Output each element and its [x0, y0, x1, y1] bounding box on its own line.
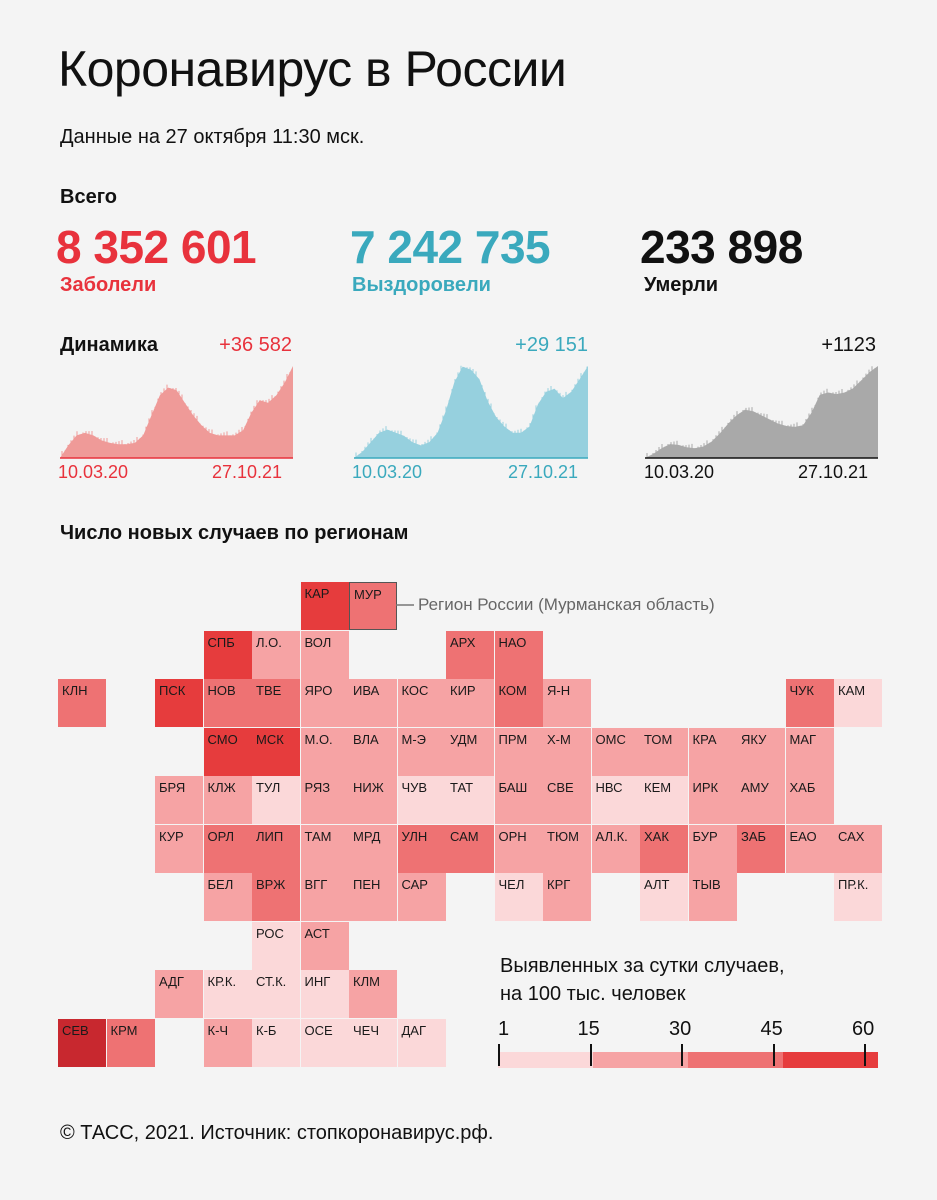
deaths-label: Умерли [644, 274, 719, 296]
region-code: ЛИП [256, 828, 284, 844]
region-tile [301, 922, 349, 970]
region-tile [786, 825, 834, 873]
region-code: ВЛА [353, 731, 379, 747]
infected-delta: +36 582 [219, 334, 292, 356]
region-code: СПБ [207, 634, 235, 650]
region-tile [204, 873, 252, 921]
region-code: ОСЕ [304, 1022, 333, 1038]
region-code: КОМ [498, 683, 527, 698]
region-tile [592, 776, 640, 824]
region-code: НОВ [207, 683, 236, 698]
region-tile [252, 776, 300, 824]
region-code: АМУ [741, 780, 769, 795]
region-tile [252, 679, 300, 727]
highlight-callout-line [396, 604, 416, 606]
region-tile [543, 873, 591, 921]
region-tile [398, 728, 446, 776]
region-tile [155, 970, 203, 1018]
highlight-callout-label: Регион России (Мурманская область) [418, 595, 715, 614]
region-code: М.О. [304, 731, 333, 747]
region-tile [301, 873, 349, 921]
region-code: М-Э [401, 731, 427, 747]
region-tile [398, 825, 446, 873]
region-tile [446, 825, 494, 873]
region-code: ХАК [644, 828, 669, 844]
region-code: АЛ.К. [595, 828, 628, 844]
region-tile [446, 631, 494, 679]
region-tile [834, 679, 882, 727]
region-tile [301, 728, 349, 776]
region-code: ВГГ [304, 877, 328, 892]
legend-tick [681, 1044, 683, 1066]
region-code: КЛН [62, 683, 88, 698]
legend-tick [590, 1044, 592, 1066]
region-code: КИР [450, 683, 476, 698]
region-code: РЯЗ [304, 780, 331, 795]
legend-tick-label: 45 [760, 1018, 783, 1040]
region-code: ИРК [692, 780, 719, 795]
region-tile [204, 970, 252, 1018]
region-tile [301, 631, 349, 679]
region-tile [58, 1019, 106, 1067]
map-title: Число новых случаев по регионам [60, 522, 409, 544]
region-code: КРМ [110, 1022, 138, 1038]
legend-title-line2: на 100 тыс. человек [500, 983, 686, 1005]
region-tile [398, 1019, 446, 1067]
region-tile [495, 873, 543, 921]
region-tile [398, 776, 446, 824]
infected-total: 8 352 601 [56, 221, 257, 273]
region-code: ХАБ [789, 780, 816, 795]
region-tile [301, 970, 349, 1018]
region-code: К-Ч [207, 1022, 229, 1038]
region-tile [737, 825, 785, 873]
region-tile [543, 679, 591, 727]
region-tile [252, 631, 300, 679]
deaths-end-date: 27.10.21 [798, 462, 869, 482]
recovered-end-date: 27.10.21 [508, 462, 579, 482]
region-code: ЧУК [789, 683, 814, 698]
region-code: КАМ [838, 683, 866, 698]
region-code: СМО [207, 731, 238, 747]
region-tile [689, 776, 737, 824]
deaths-start-date: 10.03.20 [644, 462, 715, 482]
region-code: МУР [354, 587, 382, 602]
region-tile [543, 728, 591, 776]
region-tile [155, 825, 203, 873]
region-tile [349, 679, 397, 727]
region-code: БРЯ [159, 780, 186, 795]
region-tile [349, 970, 397, 1018]
legend-segment [593, 1052, 688, 1068]
region-tile [107, 1019, 155, 1067]
region-tile [834, 873, 882, 921]
region-code: САХ [838, 828, 865, 844]
region-code: ОРЛ [207, 828, 235, 844]
region-tile [737, 728, 785, 776]
region-tile [495, 631, 543, 679]
region-tile [640, 776, 688, 824]
region-tile [689, 873, 737, 921]
region-tile [58, 679, 106, 727]
region-code: ЧЕЛ [498, 877, 525, 892]
region-code: ЯКУ [741, 731, 767, 747]
region-code: ЗАБ [741, 828, 767, 844]
region-code: АРХ [450, 634, 476, 650]
region-tile [301, 776, 349, 824]
region-tile [349, 582, 397, 630]
region-tile [155, 776, 203, 824]
region-tile [301, 825, 349, 873]
region-code: МСК [256, 731, 284, 747]
credit: © ТАСС, 2021. Источник: стопкоронавирус.рф. [60, 1122, 494, 1144]
recovered-total: 7 242 735 [350, 221, 551, 273]
region-tile [301, 679, 349, 727]
legend-tick-label: 15 [577, 1018, 600, 1040]
region-code: АСТ [304, 925, 330, 941]
region-code: ТАТ [450, 780, 474, 795]
region-code: КАР [304, 586, 330, 601]
region-code: ТЮМ [547, 828, 579, 844]
region-tile [398, 679, 446, 727]
region-code: ТАМ [304, 828, 332, 844]
region-code: К-Б [256, 1022, 277, 1038]
deaths-sparkline [645, 362, 878, 458]
region-tile [495, 728, 543, 776]
legend-tick [498, 1044, 500, 1066]
recovered-sparkline [354, 362, 588, 458]
region-tile [301, 582, 349, 630]
legend-tick-label: 30 [669, 1018, 692, 1040]
recovered-delta: +29 151 [515, 334, 588, 356]
legend-title [500, 952, 900, 1008]
region-code: КРГ [547, 877, 571, 892]
region-code: ВОЛ [304, 634, 332, 650]
region-code: КУР [159, 828, 184, 844]
region-code: САР [401, 877, 428, 892]
legend-segment [498, 1052, 593, 1068]
region-tile [640, 728, 688, 776]
region-code: ТВЕ [256, 683, 282, 698]
region-code: РОС [256, 925, 284, 941]
legend-tick [773, 1044, 775, 1066]
region-code: ВРЖ [256, 877, 286, 892]
region-code: КОС [401, 683, 429, 698]
region-code: ТОМ [644, 731, 673, 747]
legend-title-line1: Выявленных за сутки случаев, [500, 955, 785, 977]
region-code: ТУЛ [256, 780, 281, 795]
region-code: ПСК [159, 683, 186, 698]
region-tile [592, 825, 640, 873]
legend-tick [864, 1044, 866, 1066]
deaths-total: 233 898 [640, 221, 803, 273]
region-code: БУР [692, 828, 718, 844]
region-code: АЛТ [644, 877, 670, 892]
region-tile [252, 873, 300, 921]
region-tile [252, 970, 300, 1018]
region-code: Я-Н [547, 683, 571, 698]
region-tile [252, 728, 300, 776]
date-subtitle: Данные на 27 октября 11:30 мск. [60, 126, 365, 148]
region-tile [640, 873, 688, 921]
region-code: Л.О. [256, 634, 282, 650]
region-tile [446, 679, 494, 727]
region-tile [204, 776, 252, 824]
recovered-start-date: 10.03.20 [352, 462, 423, 482]
region-code: КЛМ [353, 974, 380, 989]
region-tile [689, 825, 737, 873]
region-code: АДГ [159, 974, 184, 989]
infected-label: Заболели [60, 274, 157, 296]
region-tile [786, 776, 834, 824]
region-tile [204, 679, 252, 727]
region-tile [446, 776, 494, 824]
legend-tick-label: 1 [498, 1018, 510, 1040]
region-tile [640, 825, 688, 873]
region-tile [204, 825, 252, 873]
region-tile [834, 825, 882, 873]
region-code: УЛН [401, 828, 428, 844]
region-code: КР.К. [207, 974, 237, 989]
region-tile [349, 1019, 397, 1067]
region-code: БАШ [498, 780, 528, 795]
region-code: МРД [353, 828, 381, 844]
region-tile [446, 728, 494, 776]
region-tile [252, 1019, 300, 1067]
region-code: КЛЖ [207, 780, 236, 795]
dynamics-label: Динамика [60, 334, 158, 356]
region-tile [786, 728, 834, 776]
region-tile [398, 873, 446, 921]
region-tile [495, 679, 543, 727]
region-tile [204, 631, 252, 679]
region-code: ПРМ [498, 731, 528, 747]
region-code: НАО [498, 634, 527, 650]
recovered-label: Выздоровели [352, 274, 491, 296]
region-code: КРА [692, 731, 717, 747]
region-code: ПР.К. [838, 877, 869, 892]
region-tile [349, 825, 397, 873]
region-code: ОМС [595, 731, 626, 747]
infected-sparkline [60, 362, 293, 458]
region-code: БЕЛ [207, 877, 234, 892]
region-code: УДМ [450, 731, 478, 747]
region-code: САМ [450, 828, 479, 844]
region-code: НВС [595, 780, 623, 795]
region-tile [349, 728, 397, 776]
region-tile [592, 728, 640, 776]
region-code: МАГ [789, 731, 817, 747]
infected-end-date: 27.10.21 [212, 462, 283, 482]
region-code: ТЫВ [692, 877, 721, 892]
region-tile [349, 776, 397, 824]
region-tile [349, 873, 397, 921]
legend-segment [688, 1052, 783, 1068]
region-tile [204, 1019, 252, 1067]
region-code: НИЖ [353, 780, 384, 795]
region-code: ЧЕЧ [353, 1022, 379, 1038]
region-code: ДАГ [401, 1022, 427, 1038]
region-tile [543, 825, 591, 873]
legend-tick-label: 60 [852, 1018, 875, 1040]
region-tile [689, 728, 737, 776]
region-tile [737, 776, 785, 824]
region-code: Х-М [547, 731, 571, 747]
region-code: ЧУВ [401, 780, 428, 795]
region-tile [155, 679, 203, 727]
region-code: ИВА [353, 683, 380, 698]
region-tile [495, 825, 543, 873]
region-code: СТ.К. [256, 974, 287, 989]
region-tile [786, 679, 834, 727]
region-tile [204, 728, 252, 776]
region-code: КЕМ [644, 780, 672, 795]
region-code: СВЕ [547, 780, 574, 795]
page-title: Коронавирус в России [58, 41, 567, 97]
totals-label: Всего [60, 186, 117, 208]
region-code: СЕВ [62, 1022, 89, 1038]
region-code: ПЕН [353, 877, 381, 892]
region-tile [301, 1019, 349, 1067]
region-tile [252, 825, 300, 873]
region-tile [495, 776, 543, 824]
deaths-delta: +1123 [821, 334, 876, 356]
region-code: ИНГ [304, 974, 331, 989]
infected-start-date: 10.03.20 [58, 462, 129, 482]
region-code: ЯРО [304, 683, 333, 698]
region-code: ЕАО [789, 828, 817, 844]
region-code: ОРН [498, 828, 527, 844]
region-tile [252, 922, 300, 970]
region-tile [543, 776, 591, 824]
